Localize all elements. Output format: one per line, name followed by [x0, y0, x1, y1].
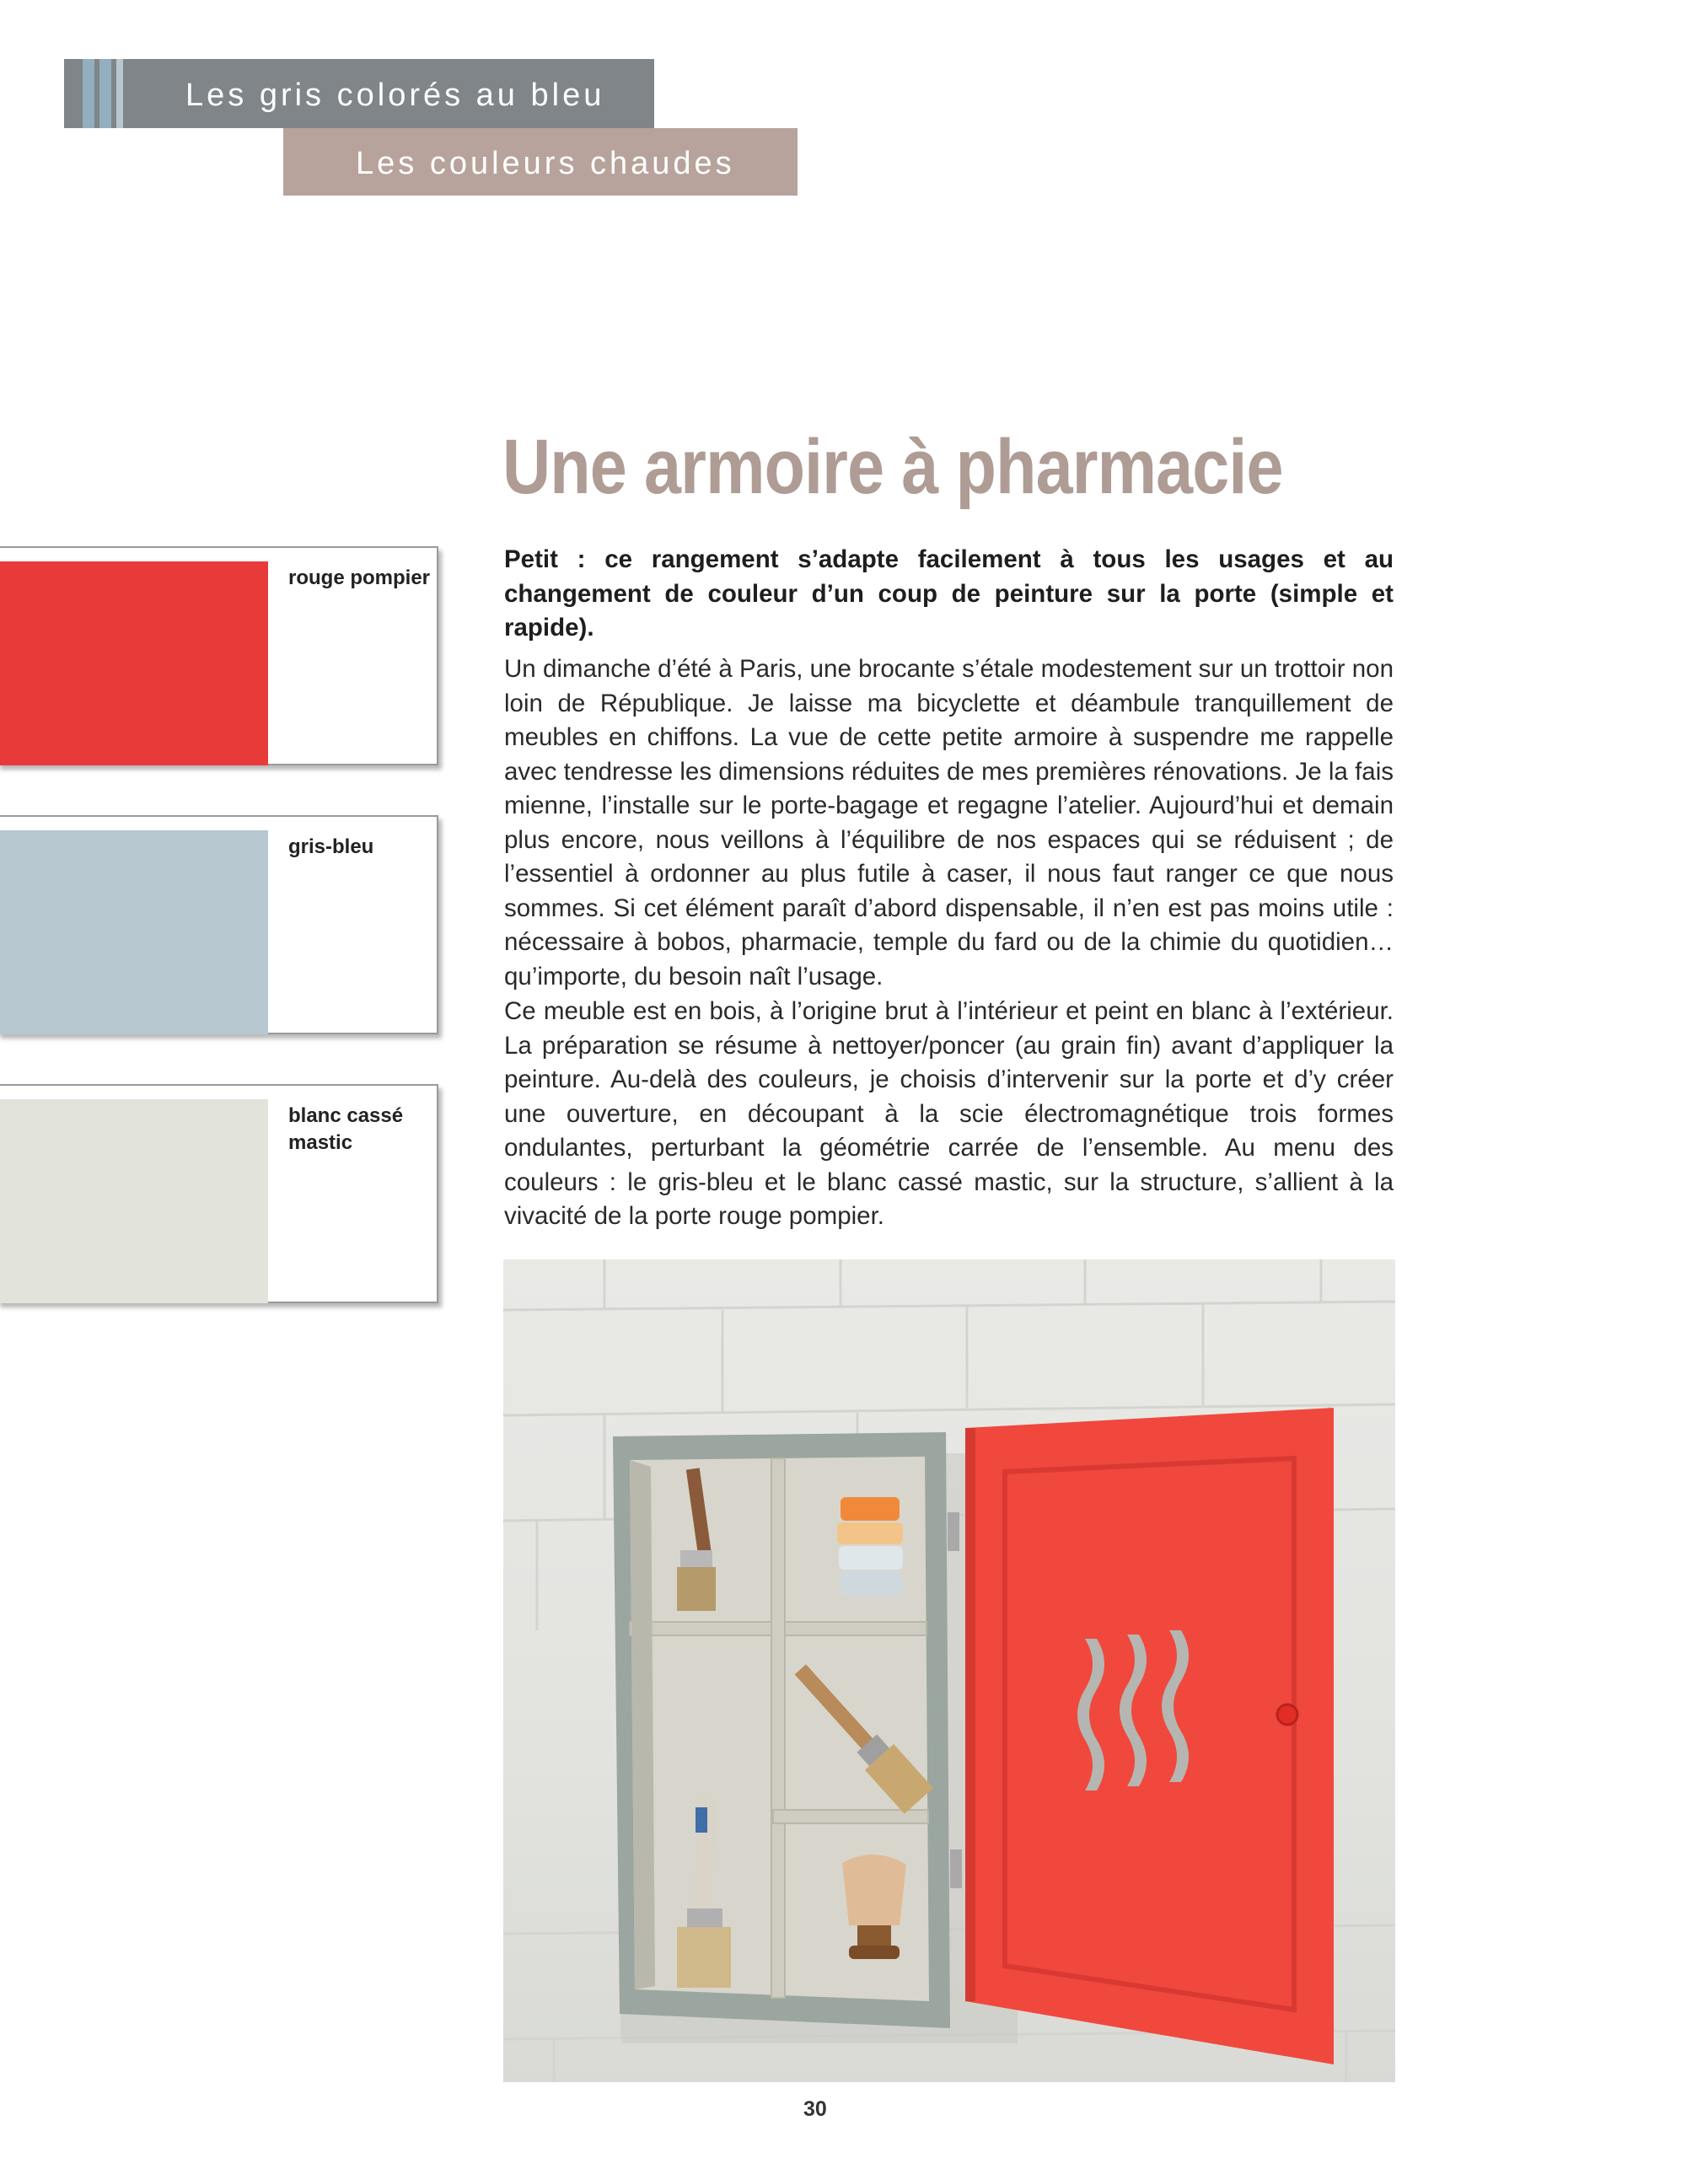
page-title: Une armoire à pharmacie [502, 424, 1283, 510]
paint-jars [837, 1497, 903, 1597]
tab-stripe [83, 59, 94, 128]
color-name: gris-bleu [288, 835, 374, 858]
color-chip [0, 830, 268, 1034]
section-tab-primary [64, 59, 654, 128]
color-swatch-card [0, 815, 438, 1034]
intro-text: Petit : ce rangement s’adapte facilement à tous les usages et au changement de couleur d’un coup de peinture sur la porte (simple et rapide). [504, 545, 1394, 641]
paragraph-text: Un dimanche d’été à Paris, une brocante s’étale modestement sur un trottoir non loin de République. Je laisse ma bicyclette et déambule tranquillement de meubles en chiffons. La vue de cette petite armoire à suspendre me rappelle avec tendresse les dimensions réduites de mes premières rénovations. Je la fais mienne, l’installe sur le porte-bagage et regagne l’atelier. Aujourd’hui et demain plus encore, nous veillons à l’équilibre de nos espaces qui se réduisent ; de l’essentiel à ordonner au plus futile à caser, il nous faut ranger ce que nous sommes. Si cet élément paraît d’abord dispensable, il n’en est pas moins utile : nécessaire à bobos, pharmacie, temple du fard ou de la chimie du quotidien… qu’importe, du besoin naît l’usage. [504, 655, 1394, 990]
intro-paragraph [504, 543, 1394, 646]
door-knob-icon [1277, 1704, 1297, 1725]
page-number: 30 [803, 2097, 827, 2121]
body-paragraph-2 [504, 995, 1394, 1234]
section-tab-secondary-label: Les couleurs chaudes [356, 146, 735, 181]
color-name: blanc cassé mastic [288, 1104, 404, 1154]
section-tab-primary-label: Les gris colorés au bleu [185, 78, 605, 113]
tab-stripe [116, 59, 123, 128]
color-swatch-card [0, 546, 438, 765]
cabinet-photo [503, 1259, 1395, 2082]
color-chip [0, 561, 268, 765]
section-tab-secondary [283, 128, 798, 196]
body-paragraph-1 [504, 652, 1394, 994]
color-chip [0, 1099, 268, 1303]
cabinet-illustration [503, 1259, 1395, 2082]
tab-stripe [99, 59, 111, 128]
paragraph-text: Ce meuble est en bois, à l’origine brut à l’intérieur et peint en blanc à l’extérieur. La préparation se résume à nettoyer/poncer (au grain fin) avant d’appliquer la peinture. Au-delà des couleurs, je choisis d’intervenir sur la porte et d’y créer une ouverture, en découpant à la scie électromagnétique trois formes ondulantes, perturbant la géométrie carrée de l’ensemble. Au menu des couleurs : le gris-bleu et le blanc cassé mastic, sur la structure, s’allient à la vivacité de la porte rouge pompier. [504, 997, 1394, 1230]
color-name: rouge pompier [288, 566, 431, 589]
color-swatch-card [0, 1084, 438, 1303]
